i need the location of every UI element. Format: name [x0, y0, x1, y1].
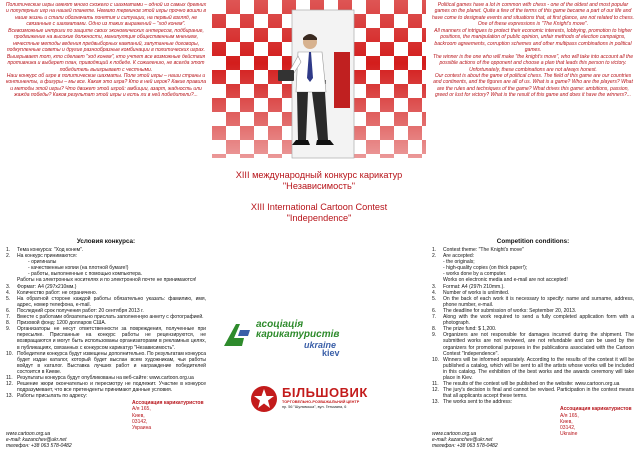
website-link[interactable]: www.cartoon.org.ua — [432, 431, 477, 437]
condition-text: Format: A4 (297h 210mm.). — [443, 283, 505, 290]
door-mirror — [334, 52, 350, 108]
condition-number: 11. — [6, 374, 13, 381]
condition-text: Результаты конкурса будут опубликованы на веб-сайте: www.cartoon.org.ua — [17, 374, 194, 381]
association-logo-icon — [222, 322, 252, 348]
condition-number: 3. — [6, 283, 11, 290]
condition-number: 13. — [6, 393, 14, 400]
condition-text: Contest theme: "The Knight's move" — [443, 247, 524, 253]
condition-number: 11. — [432, 381, 439, 388]
ru-condition-item — [6, 326, 206, 350]
address-line: Украина — [132, 424, 152, 431]
intro-en — [432, 2, 634, 192]
address-line: Ассоциация карикатуристов — [132, 400, 204, 407]
condition-text: Победители конкурса будут извещены дополнительно. По результатам конкурса будет издан каталог, который будет выслан всем художникам, чьи работы войдут в каталог. Выставка лучших работ и награждение победителей состоится в Киеве. — [17, 350, 206, 375]
condition-number: 12. — [432, 387, 440, 394]
condition-text: The deadline for submission of works: September 20, 2013. — [443, 307, 577, 314]
condition-text: Along with the work required to send a fully completed application form with a photograph. — [443, 314, 634, 327]
contest-title-ru: XIII международный конкурс карикатур "Независимость" — [235, 170, 403, 191]
en-condition-item — [432, 332, 634, 356]
ru-address-block — [6, 400, 206, 430]
sponsor-name: БІЛЬШОВИК — [282, 385, 368, 400]
condition-text: - the originals; — [443, 259, 475, 266]
en-condition-item — [432, 399, 634, 405]
address-line: Киев, — [132, 412, 145, 419]
en-condition-item — [432, 296, 634, 308]
condition-text: - оригиналы — [28, 259, 57, 266]
intro-ru-p1: Политические игры имеют много схожего с шахматами – одной из самых древних и популярных игр на нашей планете. Немало терминов этой игры прочно вошли в наше жизнь и стали обозначать понятия и ситуации, на первый взгляд, не связанные с шахматами. Одно из таких выражений – "ход конем". — [5, 2, 207, 28]
condition-text: Последний срок получения работ: 20 сентября 2013 г. — [17, 307, 144, 314]
website-link[interactable]: www.cartoon.org.ua — [6, 431, 51, 437]
condition-text: Number of works is unlimited. — [443, 289, 510, 296]
condition-text: - работы, выполненные с помощью компьютера. — [28, 271, 143, 278]
address-line: А/я 165, — [132, 406, 151, 413]
condition-number: 5. — [432, 295, 437, 302]
condition-number: 9. — [6, 326, 11, 333]
condition-text: Работы присылать по адресу: — [17, 393, 88, 400]
middle-panel — [212, 0, 426, 453]
contacts-ru — [6, 431, 72, 449]
association-name-2: карикатуристів — [256, 329, 340, 340]
condition-number: 7. — [432, 314, 437, 321]
condition-number: 6. — [6, 307, 11, 314]
intro-en-p4: Our contest is about the game of political chess. The field of this game are our countries and continents, and the figures are all of us. What is a game? Who are the players? What are the rules and techniques of the game? What drives this game: ambitions, passion, greed or lust for victory? What is the result of this game and does it have the winners?... — [433, 72, 633, 99]
condition-number: 1. — [432, 247, 437, 253]
condition-text: Формат: А4 (297х210мм.) — [17, 283, 77, 290]
intro-en-p2: All manners of intrigues to protect their economic interests, lobbying, promotion to higher positions, the manipulation of public opinion, unfair methods of election campaigns, backroom agreements, corruption schemes and other multipass combinations in political games. — [434, 27, 632, 54]
conditions-title-en: Competition conditions: — [496, 238, 570, 245]
condition-text: Призовой фонд: 1200 долларов США. — [17, 320, 107, 327]
phone-text: телефон: +38 063 578-0482 — [432, 443, 498, 449]
address-line: Ассоциация карикатуристов — [560, 406, 632, 413]
en-condition-item — [432, 314, 634, 326]
condition-number: 4. — [6, 289, 11, 296]
ru-condition-item — [6, 381, 206, 393]
condition-text: - качественные копии (на плотной бумаге!) — [28, 265, 129, 272]
chessboard-illustration — [212, 0, 426, 158]
condition-number: 10. — [432, 356, 440, 363]
address-line: 03142, — [560, 424, 576, 431]
condition-number: 8. — [432, 326, 437, 333]
briefcase-shape — [278, 70, 294, 81]
en-condition-item — [432, 387, 634, 399]
address-line: 03142, — [132, 418, 148, 425]
condition-number: 2. — [432, 253, 437, 260]
condition-text: Работы на электронных носителях и по электронной почте не принимаются! — [17, 277, 197, 284]
intro-en-p3: The winner is the one who will make "the knight's move", who will take into account all the possible actions of the opponent and choose a plan that leads this person to victory. Unfortunately, these combinations are not always honest. — [432, 53, 634, 73]
condition-number: 1. — [6, 247, 11, 253]
en-condition-item — [432, 357, 634, 381]
condition-number: 5. — [6, 295, 11, 302]
condition-number: 9. — [432, 332, 437, 339]
sponsor-star-icon — [250, 385, 278, 413]
condition-number: 6. — [432, 307, 437, 314]
address-line: А/я 165, — [560, 412, 579, 419]
condition-text: Тема конкурса: "Ход конем". — [17, 247, 84, 253]
intro-ru-p3: Выигрывает тот, кто сделает "ход конем", кто учтет все возможные действия противника и выберет план, приводящий к победе. К сожалению, не всегда этот победитель выигрывает с честными. — [6, 53, 206, 73]
condition-text: The results of the contest will be published on the website: www.cartoon.org.ua — [443, 381, 620, 388]
association-country: ukraine — [304, 340, 337, 350]
condition-text: - works done by a computer. — [443, 271, 507, 278]
condition-text: Winners will be informed separately. According to the results of the contest it will be published a catalog, which will be sent to all the artists whose works will be included in this catalog. The exhibition of the best works and the awards ceremony will take place in Kiev. — [443, 356, 634, 381]
businessman-illustration — [212, 0, 426, 158]
right-panel — [426, 0, 640, 453]
condition-text: Are accepted: — [443, 253, 475, 260]
intro-ru-p4: Наш конкурс об игре в политические шахматы. Поле этой игры – наши страны и континенты, а фигуры – мы все. Какая это игра? Кто в ней игрок? Какие правила и методы этой игры? Что движет этой игрой: амбиции, азарт, жадность или жажда победы? Каков результат этой игры и есть ли в ней победители?... — [5, 72, 207, 99]
address-line: Ukraine — [560, 430, 578, 437]
intro-ru-p2: Всевозможные интриги по защите своих экономических интересов, подбирание, продвижение на высокие должности, манипуляция общественным мнением, нечестные методы ведения предвыборных кампаний, запутанные договоры, подкупленные советы и другие разнообразные комбинации в политических играх. — [6, 27, 206, 54]
ru-condition-item — [6, 351, 206, 375]
sponsor-logo — [250, 383, 410, 417]
condition-text: Вместе с работами обязательно прислать заполненную анкету с фотографией. — [17, 314, 204, 321]
condition-number: 12. — [6, 381, 14, 388]
left-panel — [0, 0, 212, 453]
condition-text: Количество работ: не ограничено. — [17, 289, 98, 296]
condition-text: На конкурс принимаются: — [17, 253, 78, 260]
condition-text: На обратной стороне каждой работы обязательно указать: фамилию, имя, адрес, номер телефона, e-mail. — [17, 295, 206, 308]
condition-text: Organizers are not responsible for damages incurred during the shipment. The submitted works are not reviewed, are not refundable and can be used by the organizers for promotional purposes in the publications associated with the Cartoon Contest "Independence". — [443, 332, 634, 357]
condition-text: Works on electronic media and e-mail are not accepted! — [443, 277, 568, 284]
condition-text: Решение жюри окончательно и пересмотру не подлежит. Участие в конкурсе подразумевает, что все претенденты принимают данные условия. — [17, 381, 206, 394]
condition-text: The jury's decision is final and cannot be revised. Participation in the contest means that all applicants accept these terms. — [443, 387, 634, 400]
email-link[interactable]: e-mail: kazanchev@ukr.net — [432, 437, 493, 443]
condition-number: 4. — [432, 289, 437, 296]
condition-number: 13. — [432, 399, 440, 406]
intro-en-p1: Political games have a lot in common with chess - one of the oldest and most popular games on the planet. Quite a few of the terms of this game became a part of our life and have come to designate events and situations that, at first glance, are not related to chess. One of these expressions is "The Knight's move". — [432, 2, 634, 28]
condition-text: On the back of each work it is necessary to specify: name and surname, address, phone number, e-mail. — [443, 295, 634, 308]
sponsor-tagline: ТОРГОВЕЛЬНО-РОЗВАЖАЛЬНИЙ ЦЕНТР — [282, 400, 360, 404]
ru-condition-item — [6, 393, 206, 399]
condition-text: The prize fund: $ 1,200. — [443, 326, 497, 333]
condition-text: Организаторы не несут ответственности за повреждения, полученные при пересылке. Присланные на конкурс работы не рецензируются, не возвращаются и могут быть использованы организаторами в рекламных целях, в публикациях, связанных с конкурсом карикатур "Независимость". — [17, 326, 206, 351]
condition-number: 3. — [432, 283, 437, 290]
condition-number: 10. — [6, 350, 14, 357]
email-link[interactable]: e-mail: kazanchev@ukr.net — [6, 437, 67, 443]
conditions-list-en — [432, 247, 634, 437]
condition-number: 7. — [6, 314, 11, 321]
condition-text: The works sent to the address: — [443, 399, 513, 406]
address-line: Киев, — [560, 418, 573, 425]
association-name-1: асоціація — [256, 319, 304, 330]
condition-text: - high-quality copies (on thick paper!); — [443, 265, 528, 272]
contest-title-en: XIII International Cartoon Contest "Independence" — [250, 202, 388, 223]
association-logo — [222, 318, 422, 358]
phone-text: телефон: +38 063 578-0482 — [6, 443, 72, 449]
intro-ru — [4, 2, 208, 200]
association-city: kiev — [322, 348, 340, 358]
ru-condition-item — [6, 296, 206, 308]
condition-number: 2. — [6, 253, 11, 260]
conditions-title-ru: Условия конкурса: — [76, 238, 136, 245]
condition-number: 8. — [6, 320, 11, 327]
sponsor-address: пр. 56 "Шулявська", вул. Гетьмана, 6 — [282, 405, 347, 409]
conditions-list-ru — [6, 247, 206, 431]
contacts-en — [432, 431, 498, 449]
